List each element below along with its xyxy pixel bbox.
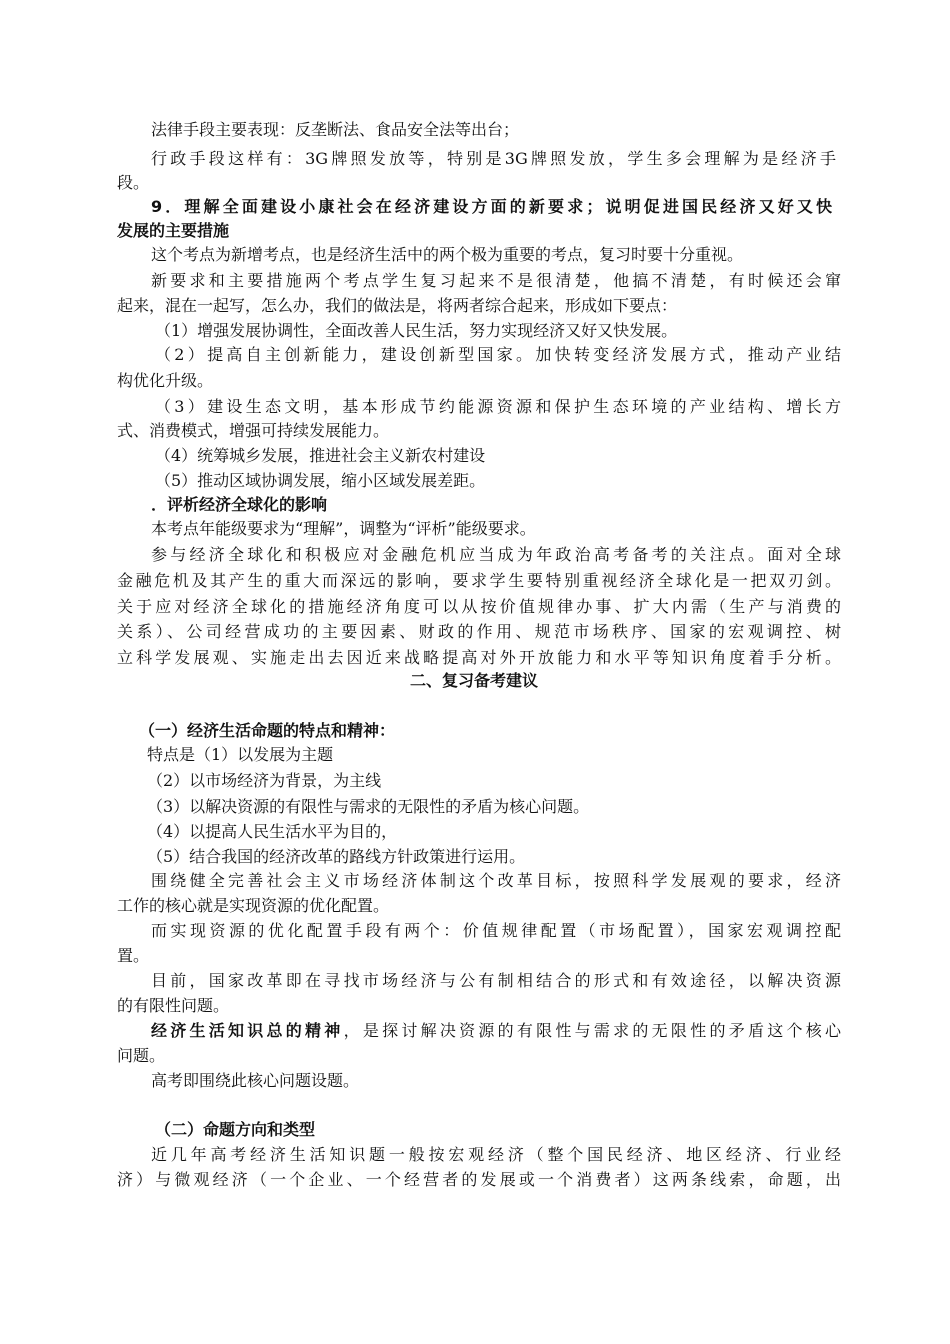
paragraph-admin-means-line1: 行政手段这样有：3G牌照发放等，特别是3G牌照发放，学生多会理解为是经济手: [151, 149, 836, 168]
spirit-text: ，是探讨解决资源的有限性与需求的无限性的矛盾这个核心: [343, 1021, 841, 1040]
paragraph-current-reform-line1: 目前，国家改革即在寻找市场经济与公有制相结合的形式和有效途径，以解决资源: [151, 971, 841, 990]
paragraph-current-reform-line2: 的有限性问题。: [117, 996, 230, 1015]
paragraph-direction-line1: 近几年高考经济生活知识题一般按宏观经济（整个国民经济、地区经济、行业经: [151, 1145, 841, 1164]
characteristic-3: （3）以解决资源的有限性与需求的无限性的矛盾为核心问题。: [147, 797, 590, 816]
paragraph-globalization-line1: 参与经济全球化和积极应对金融危机应当成为年政治高考备考的关注点。面对全球: [151, 545, 841, 564]
characteristic-4: （4）以提高人民生活水平为目的，: [147, 822, 398, 841]
paragraph-new-point: 这个考点为新增考点，也是经济生活中的两个极为重要的考点，复习时要十分重视。: [151, 245, 744, 264]
heading-9-line1: 9．理解全面建设小康社会在经济建设方面的新要求；说明促进国民经济又好又快: [151, 197, 832, 216]
characteristic-2: （2）以市场经济为背景，为主线: [147, 771, 382, 790]
spirit-bold-prefix: 经济生活知识总的精神: [151, 1021, 344, 1040]
list-item-4: （4）统筹城乡发展，推进社会主义新农村建设: [155, 446, 486, 465]
list-item-2-line1: （2）提高自主创新能力，建设创新型国家。加快转变经济发展方式，推动产业结: [155, 345, 841, 364]
paragraph-allocation-line1: 而实现资源的优化配置手段有两个：价值规律配置（市场配置），国家宏观调控配: [151, 921, 841, 940]
paragraph-globalization-line3: 关于应对经济全球化的措施经济角度可以从按价值规律办事、扩大内需（生产与消费的: [117, 597, 841, 616]
subheading-characteristics: （一）经济生活命题的特点和精神：: [139, 721, 396, 740]
subheading-direction: （二）命题方向和类型: [155, 1120, 316, 1139]
heading-9-line2: 发展的主要措施: [117, 221, 230, 240]
paragraph-allocation-line2: 置。: [117, 946, 150, 965]
paragraph-globalization-line2: 金融危机及其产生的重大而深远的影响，要求学生要特别重视经济全球化是一把双刃剑。: [117, 571, 841, 590]
paragraph-globalization-line4: 关系）、公司经营成功的主要因素、财政的作用、规范市场秩序、国家的宏观调控、树: [117, 622, 841, 641]
list-item-3-line1: （3）建设生态文明，基本形成节约能源资源和保护生态环境的产业结构、增长方: [155, 397, 841, 416]
paragraph-level-requirement: 本考点年能级要求为“理解”，调整为“评析”能级要求。: [151, 519, 536, 538]
list-item-1: （1）增强发展协调性，全面改善人民生活，努力实现经济又好又快发展。: [155, 321, 678, 340]
paragraph-reform-goal-line2: 工作的核心就是实现资源的优化配置。: [117, 896, 390, 915]
list-item-5: （5）推动区域协调发展，缩小区域发展差距。: [155, 471, 486, 490]
characteristic-1: 特点是（1）以发展为主题: [147, 745, 334, 764]
paragraph-requirements-line2: 起来，混在一起写，怎么办，我们的做法是，将两者综合起来，形成如下要点：: [117, 296, 678, 315]
paragraph-spirit-line1: [151, 1020, 841, 1042]
paragraph-direction-line2: 济）与微观经济（一个企业、一个经营者的发展或一个消费者）这两条线索，命题，出: [117, 1170, 841, 1189]
characteristic-5: （5）结合我国的经济改革的路线方针政策进行运用。: [147, 847, 526, 866]
paragraph-requirements-line1: 新要求和主要措施两个考点学生复习起来不是很清楚，他搞不清楚，有时候还会窜: [151, 271, 841, 290]
paragraph-spirit-line2: 问题。: [117, 1046, 166, 1065]
paragraph-reform-goal-line1: 围绕健全完善社会主义市场经济体制这个改革目标，按照科学发展观的要求，经济: [151, 871, 841, 890]
paragraph-globalization-line5: 立科学发展观、实施走出去因近来战略提高对外开放能力和水平等知识角度着手分析。: [117, 648, 841, 667]
paragraph-exam-focus: 高考即围绕此核心问题设题。: [151, 1071, 360, 1090]
heading-globalization: ．评析经济全球化的影响: [151, 495, 328, 514]
list-item-3-line2: 式、消费模式，增强可持续发展能力。: [117, 421, 390, 440]
list-item-2-line2: 构优化升级。: [117, 371, 214, 390]
section-heading-review: 二、复习备考建议: [410, 671, 539, 690]
paragraph-legal-means: 法律手段主要表现：反垄断法、食品安全法等出台；: [151, 120, 520, 139]
paragraph-admin-means-line2: 段。: [117, 173, 150, 192]
